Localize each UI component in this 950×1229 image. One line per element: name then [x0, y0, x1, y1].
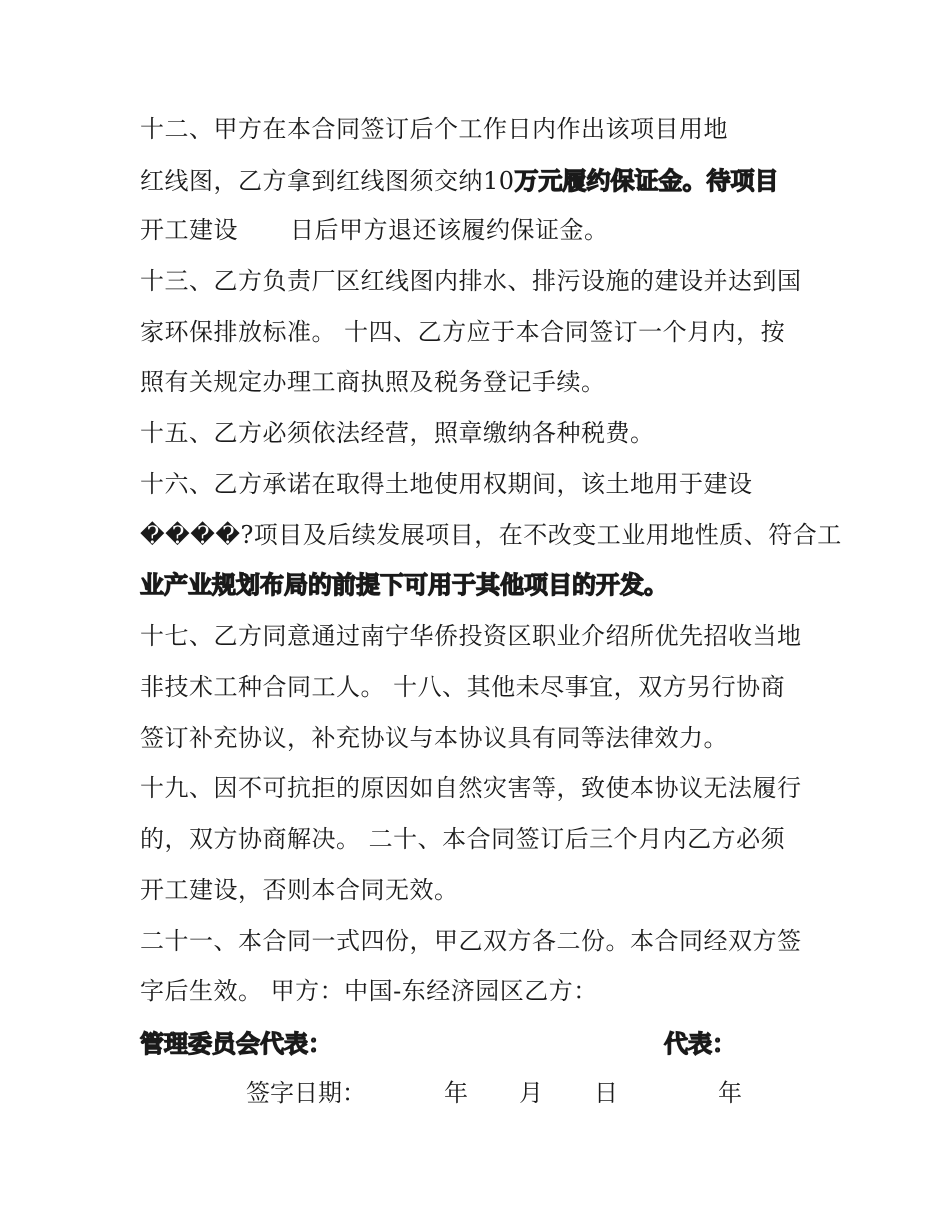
- date-month: 月: [519, 1079, 543, 1107]
- clause-16-line-1: 十六、乙方承诺在取得土地使用权期间，该土地用于建设: [140, 470, 753, 498]
- clause-18-line-2: 签订补充协议，补充协议与本协议具有同等法律效力。: [140, 724, 728, 752]
- date-day: 日: [594, 1079, 618, 1107]
- clause-21-line-1: 二十一、本合同一式四份，甲乙双方各二份。本合同经双方签: [140, 927, 802, 955]
- clause-12-line-1: 十二、甲方在本合同签订后个工作日内作出该项目用地: [140, 115, 728, 143]
- signature-left-label: 管理委员会代表：: [140, 1030, 332, 1058]
- clause-16-line-2: ����?项目及后续发展项目，在不改变工业用地性质、符合工: [140, 521, 842, 549]
- clause-12-text-a: 红线图，乙方拿到红线图须交纳10: [140, 167, 515, 195]
- signature-right-label: 代表：: [664, 1030, 736, 1058]
- clause-13-14-line: 家环保排放标准。 十四、乙方应于本合同签订一个月内，按: [140, 318, 786, 346]
- clause-13-line-1: 十三、乙方负责厂区红线图内排水、排污设施的建设并达到国: [140, 267, 802, 295]
- clause-15-line: 十五、乙方必须依法经营，照章缴纳各种税费。: [140, 419, 655, 447]
- clause-17-line-1: 十七、乙方同意通过南宁华侨投资区职业介绍所优先招收当地: [140, 622, 802, 650]
- clause-12-text-outlined: 万元履约保证金。待项目: [514, 167, 779, 195]
- sign-date-label: 签字日期：: [246, 1079, 366, 1107]
- clause-17-18-line: 非技术工种合同工人。 十八、其他未尽事宜，双方另行协商: [140, 673, 786, 701]
- clause-20-line-2: 开工建设，否则本合同无效。: [140, 876, 459, 904]
- clause-19-20-line: 的，双方协商解决。 二十、本合同签订后三个月内乙方必须: [140, 825, 786, 853]
- clause-12-line-3: [140, 215, 840, 245]
- clause-14-line-2: 照有关规定办理工商执照及税务登记手续。: [140, 368, 606, 396]
- clause-12-text-b: 开工建设: [140, 216, 238, 244]
- clause-16-line-3: 业产业规划布局的前提下可用于其他项目的开发。: [140, 571, 668, 599]
- clause-19-line-1: 十九、因不可抗拒的原因如自然灾害等，致使本协议无法履行: [140, 774, 802, 802]
- clause-12-line-2: [140, 166, 840, 196]
- clause-21-line-2: 字后生效。 甲方：中国-东经济园区乙方：: [140, 977, 598, 1005]
- date-year: 年: [444, 1079, 468, 1107]
- date-year-right: 年: [718, 1079, 742, 1107]
- clause-12-text-c: 日后甲方退还该履约保证金。: [290, 216, 609, 244]
